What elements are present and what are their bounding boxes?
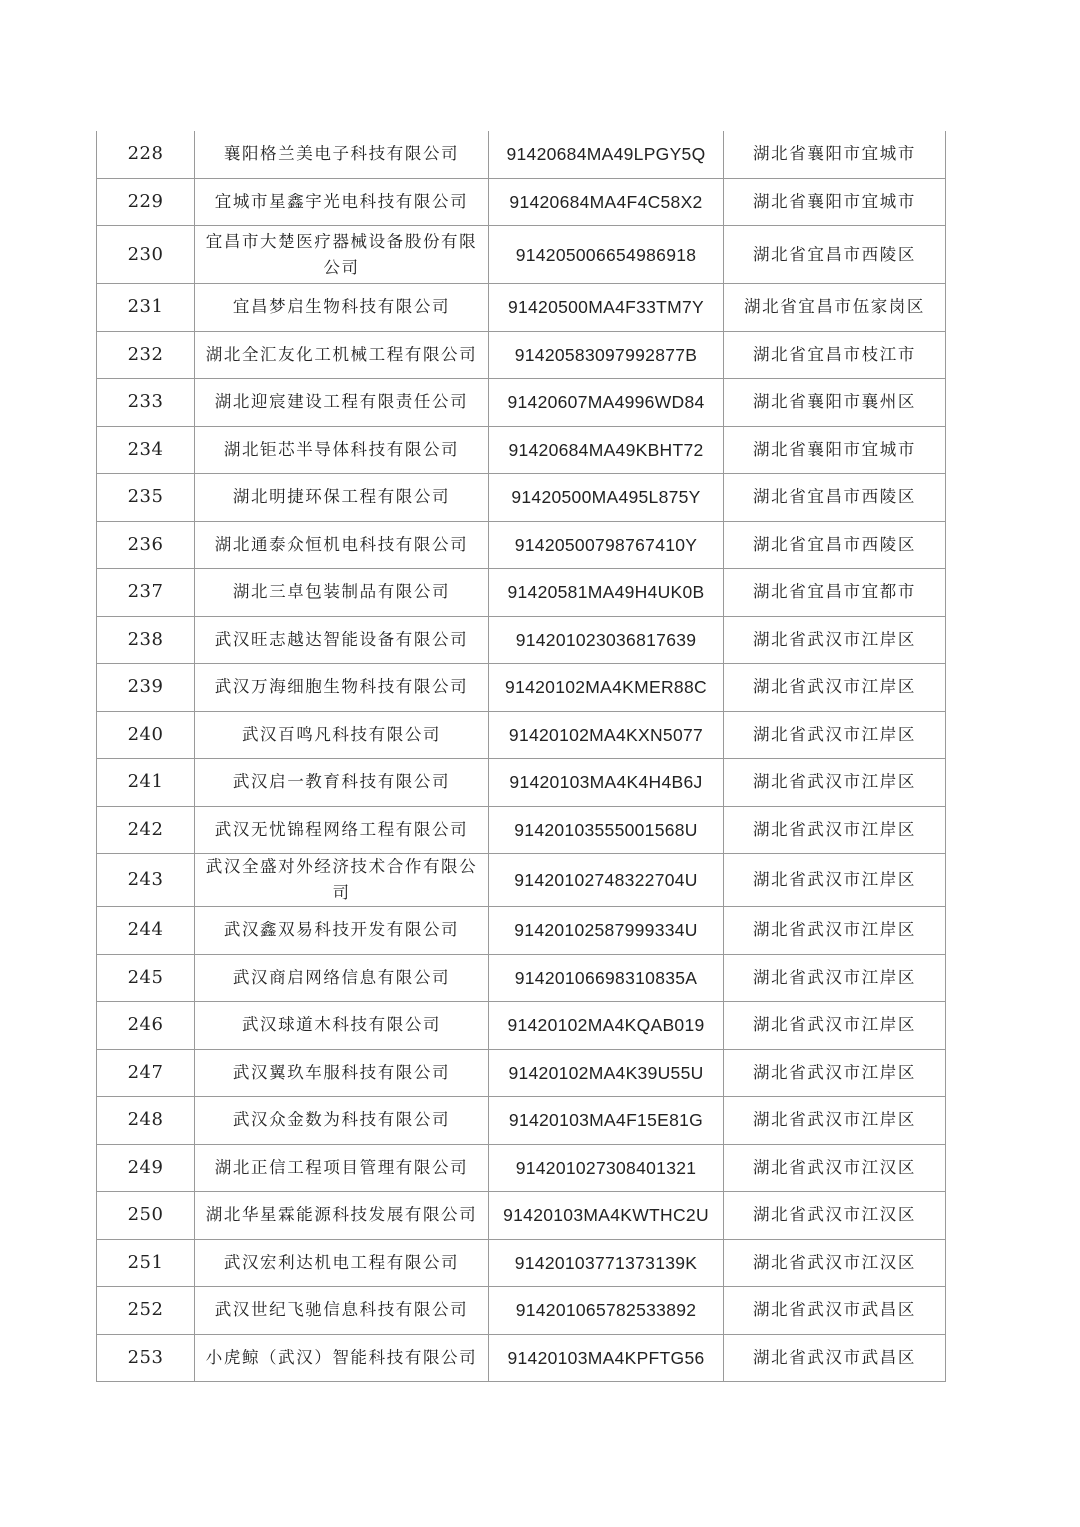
table-row [97,711,946,759]
table-row [97,664,946,712]
credit-code: 91420684MA49KBHT72 [489,426,724,474]
row-number: 247 [97,1049,195,1097]
credit-code: 914201027308401321 [489,1144,724,1192]
company-location: 湖北省武汉市江岸区 [724,759,946,807]
row-number: 251 [97,1239,195,1287]
table-row [97,854,946,907]
credit-code: 91420102MA4KQAB019 [489,1002,724,1050]
row-number: 245 [97,954,195,1002]
company-name: 武汉商启网络信息有限公司 [195,954,489,1002]
company-location: 湖北省襄阳市襄州区 [724,379,946,427]
table-row [97,907,946,955]
credit-code: 91420103MA4K4H4B6J [489,759,724,807]
company-table-body [97,131,946,1382]
table-row [97,284,946,332]
company-location: 湖北省武汉市武昌区 [724,1334,946,1382]
company-name: 湖北钜芯半导体科技有限公司 [195,426,489,474]
credit-code: 91420581MA49H4UK0B [489,569,724,617]
row-number: 250 [97,1192,195,1240]
credit-code: 91420102587999334U [489,907,724,955]
company-table-container [96,131,945,1382]
company-name: 襄阳格兰美电子科技有限公司 [195,131,489,178]
company-location: 湖北省宜昌市西陵区 [724,521,946,569]
table-row [97,1239,946,1287]
row-number: 249 [97,1144,195,1192]
credit-code: 914201065782533892 [489,1287,724,1335]
company-location: 湖北省武汉市江岸区 [724,711,946,759]
company-name: 湖北正信工程项目管理有限公司 [195,1144,489,1192]
company-location: 湖北省宜昌市伍家岗区 [724,284,946,332]
table-row [97,759,946,807]
credit-code: 91420500MA4F33TM7Y [489,284,724,332]
credit-code: 91420103771373139K [489,1239,724,1287]
company-location: 湖北省武汉市江岸区 [724,907,946,955]
table-row [97,131,946,178]
company-location: 湖北省武汉市江岸区 [724,854,946,907]
row-number: 236 [97,521,195,569]
row-number: 244 [97,907,195,955]
row-number: 238 [97,616,195,664]
credit-code: 91420102748322704U [489,854,724,907]
credit-code: 91420103MA4KPFTG56 [489,1334,724,1382]
row-number: 246 [97,1002,195,1050]
row-number: 234 [97,426,195,474]
credit-code: 91420684MA4F4C58X2 [489,178,724,226]
company-name: 武汉百鸣凡科技有限公司 [195,711,489,759]
row-number: 233 [97,379,195,427]
company-name: 武汉众金数为科技有限公司 [195,1097,489,1145]
company-location: 湖北省宜昌市西陵区 [724,226,946,284]
table-row [97,1049,946,1097]
row-number: 229 [97,178,195,226]
table-row [97,1334,946,1382]
row-number: 253 [97,1334,195,1382]
credit-code: 91420106698310835A [489,954,724,1002]
table-row [97,806,946,854]
company-name: 武汉旺志越达智能设备有限公司 [195,616,489,664]
table-row [97,178,946,226]
company-name: 小虎鲸（武汉）智能科技有限公司 [195,1334,489,1382]
company-location: 湖北省武汉市江岸区 [724,954,946,1002]
company-location: 湖北省武汉市江汉区 [724,1144,946,1192]
company-name: 武汉翼玖车服科技有限公司 [195,1049,489,1097]
row-number: 242 [97,806,195,854]
row-number: 239 [97,664,195,712]
company-location: 湖北省武汉市武昌区 [724,1287,946,1335]
row-number: 235 [97,474,195,522]
company-name: 湖北三卓包装制品有限公司 [195,569,489,617]
row-number: 231 [97,284,195,332]
table-row [97,331,946,379]
company-name: 武汉鑫双易科技开发有限公司 [195,907,489,955]
company-name: 宜城市星鑫宇光电科技有限公司 [195,178,489,226]
company-location: 湖北省武汉市江岸区 [724,1097,946,1145]
table-row [97,379,946,427]
credit-code: 91420583097992877B [489,331,724,379]
credit-code: 91420103MA4KWTHC2U [489,1192,724,1240]
table-row [97,521,946,569]
credit-code: 91420684MA49LPGY5Q [489,131,724,178]
credit-code: 91420102MA4KMER88C [489,664,724,712]
company-location: 湖北省武汉市江岸区 [724,664,946,712]
company-name: 武汉宏利达机电工程有限公司 [195,1239,489,1287]
company-name: 武汉万海细胞生物科技有限公司 [195,664,489,712]
credit-code: 91420102MA4K39U55U [489,1049,724,1097]
credit-code: 91420607MA4996WD84 [489,379,724,427]
company-location: 湖北省武汉市江汉区 [724,1239,946,1287]
table-row [97,426,946,474]
company-name: 湖北通泰众恒机电科技有限公司 [195,521,489,569]
table-row [97,1002,946,1050]
table-row [97,616,946,664]
company-location: 湖北省武汉市江汉区 [724,1192,946,1240]
row-number: 230 [97,226,195,284]
company-table [96,131,946,1382]
row-number: 240 [97,711,195,759]
table-row [97,1144,946,1192]
credit-code: 91420103555001568U [489,806,724,854]
row-number: 243 [97,854,195,907]
company-name: 湖北迎宸建设工程有限责任公司 [195,379,489,427]
company-name: 宜昌市大楚医疗器械设备股份有限公司 [195,226,489,284]
company-name: 宜昌梦启生物科技有限公司 [195,284,489,332]
company-location: 湖北省襄阳市宜城市 [724,426,946,474]
row-number: 228 [97,131,195,178]
credit-code: 91420500MA495L875Y [489,474,724,522]
table-row [97,474,946,522]
company-location: 湖北省武汉市江岸区 [724,616,946,664]
company-location: 湖北省武汉市江岸区 [724,1049,946,1097]
company-location: 湖北省襄阳市宜城市 [724,178,946,226]
row-number: 252 [97,1287,195,1335]
row-number: 248 [97,1097,195,1145]
table-row [97,1287,946,1335]
table-row [97,1097,946,1145]
company-name: 武汉球道木科技有限公司 [195,1002,489,1050]
credit-code: 914205006654986918 [489,226,724,284]
company-location: 湖北省宜昌市宜都市 [724,569,946,617]
credit-code: 914201023036817639 [489,616,724,664]
company-name: 武汉世纪飞驰信息科技有限公司 [195,1287,489,1335]
credit-code: 91420103MA4F15E81G [489,1097,724,1145]
company-location: 湖北省宜昌市枝江市 [724,331,946,379]
table-row [97,226,946,284]
company-location: 湖北省襄阳市宜城市 [724,131,946,178]
credit-code: 91420102MA4KXN5077 [489,711,724,759]
table-row [97,954,946,1002]
row-number: 232 [97,331,195,379]
row-number: 241 [97,759,195,807]
company-name: 湖北明捷环保工程有限公司 [195,474,489,522]
company-location: 湖北省宜昌市西陵区 [724,474,946,522]
table-row [97,1192,946,1240]
company-name: 湖北全汇友化工机械工程有限公司 [195,331,489,379]
row-number: 237 [97,569,195,617]
company-name: 武汉启一教育科技有限公司 [195,759,489,807]
table-row [97,569,946,617]
credit-code: 91420500798767410Y [489,521,724,569]
company-name: 湖北华星霖能源科技发展有限公司 [195,1192,489,1240]
company-location: 湖北省武汉市江岸区 [724,1002,946,1050]
company-location: 湖北省武汉市江岸区 [724,806,946,854]
company-name: 武汉全盛对外经济技术合作有限公司 [195,854,489,907]
company-name: 武汉无忧锦程网络工程有限公司 [195,806,489,854]
